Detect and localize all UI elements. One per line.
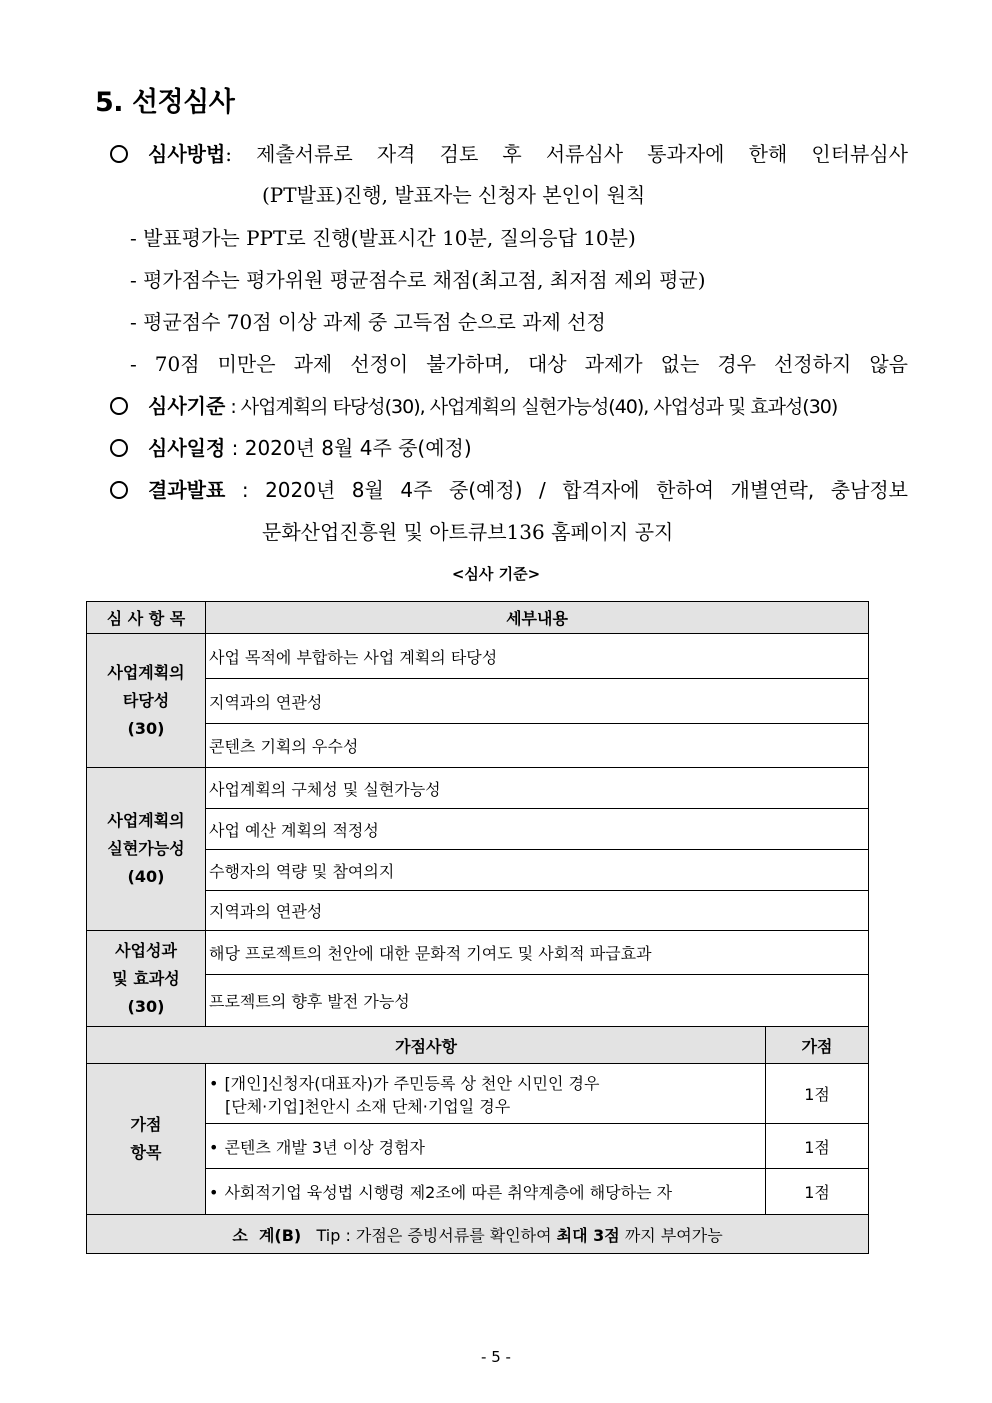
sub-item: - 평균점수 70점 이상 과제 중 고득점 순으로 과제 선정 [130,310,606,334]
bonus-header: 가점사항 [87,1027,766,1064]
bonus-header-row [87,1027,869,1064]
detail-cell: 해당 프로젝트의 천안에 대한 문화적 기여도 및 사회적 파급효과 [206,931,869,975]
circle-bullet-icon [110,439,128,457]
bonus-points: 1점 [766,1064,869,1124]
sub-item: - 70점 미만은 과제 선정이 불가하며, 대상 과제가 없는 경우 선정하지 않음 [130,352,908,376]
method-text-cont: (PT발표)진행, 발표자는 신청자 본인이 원칙 [262,183,646,207]
detail-cell: 사업 예산 계획의 적정성 [206,809,869,850]
circle-bullet-icon [110,145,128,163]
subtotal-tip: Tip : 가점은 증빙서류를 확인하여 [316,1225,552,1245]
subtotal-tip-bold: 최대 3점 [556,1225,620,1245]
table-row [87,931,869,975]
header-item: 심 사 항 목 [87,602,206,634]
bullet-dot: • [209,1183,219,1202]
header-detail: 세부내용 [206,602,869,634]
bonus-detail-cell: • 콘텐츠 개발 3년 이상 경험자 [206,1124,766,1169]
subtotal-cell [87,1215,869,1254]
bonus-detail-cell: • [개인]신청자(대표자)가 주민등록 상 천안 시민인 경우 [단체·기업]천안시 소재 단체·기업일 경우 [206,1064,766,1124]
section-title: 5. 선정심사 [95,87,235,118]
circle-bullet-icon [110,481,128,499]
circle-bullet-icon [110,397,128,415]
result-text-cont: 문화산업진흥원 및 아트큐브136 홈페이지 공지 [262,520,674,544]
category-cell: 사업계획의 실현가능성 (40) [87,768,206,931]
criteria-text: : 사업계획의 타당성(30), 사업계획의 실현가능성(40), 사업성과 및 효과성(30) [230,396,838,418]
review-method [110,140,908,168]
review-result [110,476,908,504]
table-row [87,1064,869,1124]
schedule-label: 심사일정 [148,436,226,460]
sub-item: - 발표평가는 PPT로 진행(발표시간 10분, 질의응답 10분) [130,226,636,250]
category-cell: 사업계획의 타당성 (30) [87,634,206,768]
subtotal-tip-suffix: 까지 부여가능 [624,1225,723,1245]
sub-item: - 평가점수는 평가위원 평균점수로 채점(최고점, 최저점 제외 평균) [130,268,706,292]
table-header-row [87,602,869,634]
page-number: - 5 - [481,1348,511,1366]
table-caption: <심사 기준> [451,565,541,583]
criteria-table [86,601,869,1254]
detail-cell: 사업계획의 구체성 및 실현가능성 [206,768,869,809]
detail-cell: 수행자의 역량 및 참여의지 [206,850,869,891]
detail-cell: 사업 목적에 부합하는 사업 계획의 타당성 [206,634,869,679]
subtotal-row [87,1215,869,1254]
schedule-text: : 2020년 8월 4주 중(예정) [231,436,472,460]
bullet-dot: • [209,1073,219,1093]
detail-cell: 프로젝트의 향후 발전 가능성 [206,975,869,1027]
result-label: 결과발표 [148,478,226,502]
table-row [87,634,869,679]
bonus-points: 1점 [766,1124,869,1169]
criteria-label: 심사기준 [148,394,226,418]
bonus-points: 1점 [766,1169,869,1215]
method-label: 심사방법 [148,142,226,166]
detail-cell: 지역과의 연관성 [206,891,869,931]
review-criteria [110,392,837,421]
bonus-category-cell: 가점 항목 [87,1064,206,1215]
result-text: : 2020년 8월 4주 중(예정) / 합격자에 한하여 개별연락, 충남정보 [241,478,908,502]
table-row [87,768,869,809]
category-cell: 사업성과 및 효과성 (30) [87,931,206,1027]
subtotal-label: 소 계(B) [232,1225,302,1245]
method-text: : 제출서류로 자격 검토 후 서류심사 통과자에 한해 인터뷰심사 [225,142,908,166]
bonus-points-header: 가점 [766,1027,869,1064]
bonus-detail-cell: • 사회적기업 육성법 시행령 제2조에 따른 취약계층에 해당하는 자 [206,1169,766,1215]
review-schedule [110,434,472,462]
bullet-dot: • [209,1137,219,1157]
detail-cell: 지역과의 연관성 [206,679,869,724]
detail-cell: 콘텐츠 기획의 우수성 [206,724,869,768]
